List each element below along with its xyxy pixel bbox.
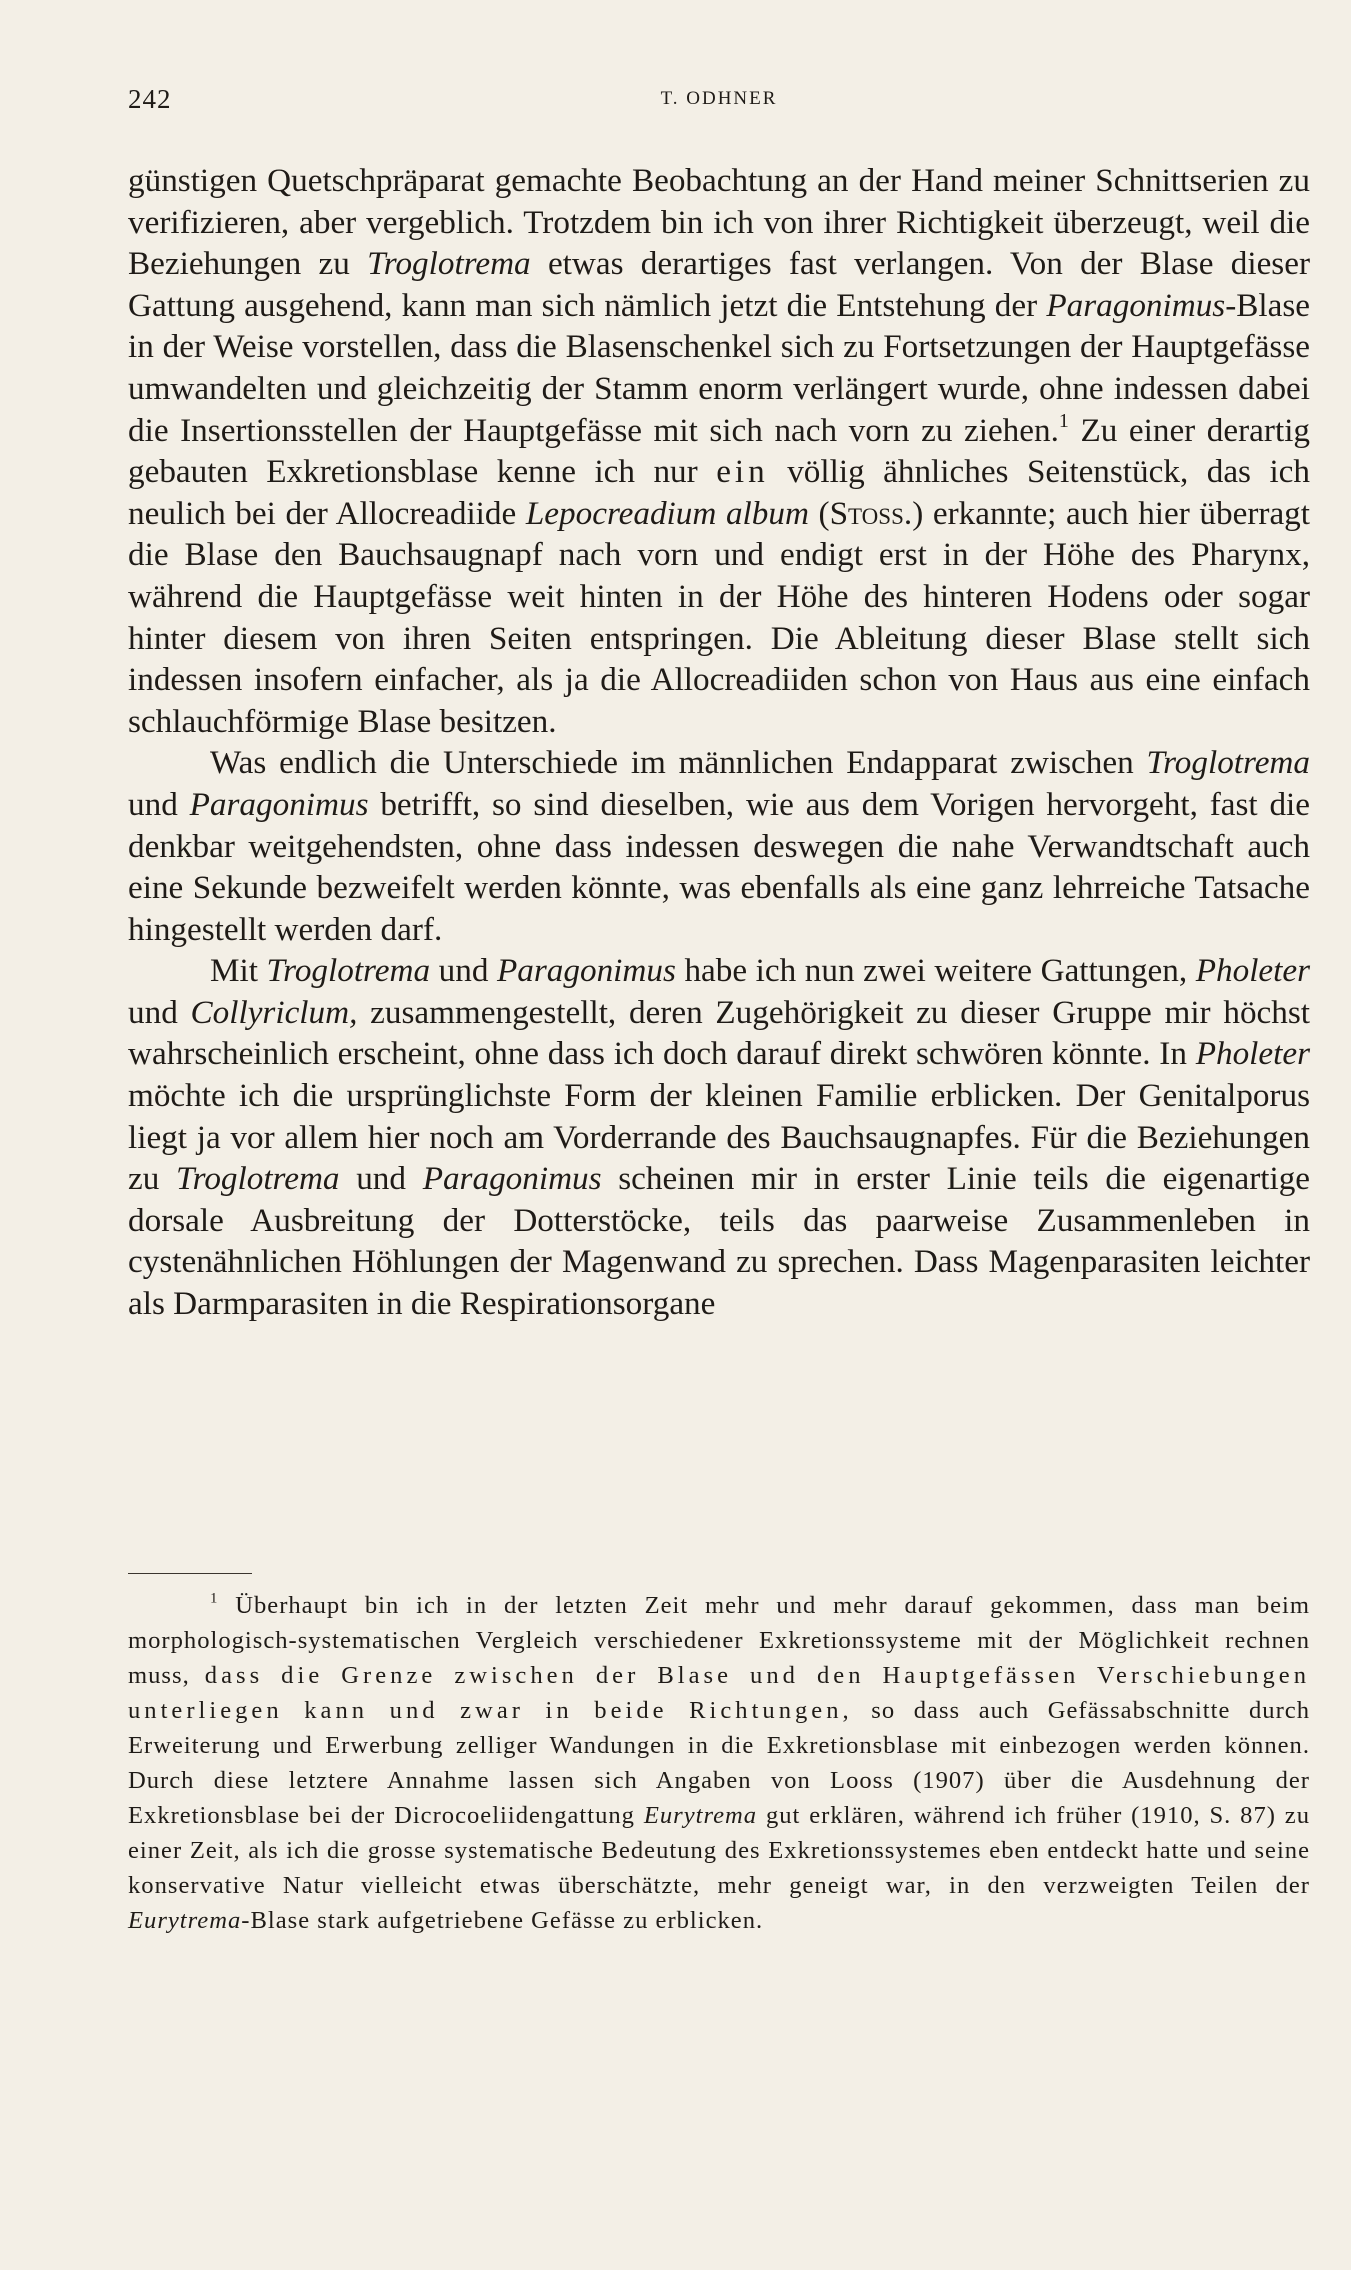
text-run: Was endlich die Unterschiede im männlichen Endapparat zwischen xyxy=(210,744,1147,782)
taxon-name: Pholeter xyxy=(1195,1035,1310,1073)
footnote-marker: 1 xyxy=(210,1590,219,1607)
text-run: und xyxy=(339,1160,423,1198)
text-run: -Blase in der Weise vorstellen, dass die Blasenschenkel sich zu Fortsetzungen der Hauptgefässe umwandelten und gleichzeitig der Stamm enorm verlängert wurde, ohne indessen dabei die Insertionsstellen der Hauptgefässe mit sich nach vorn zu ziehen. xyxy=(128,286,1310,449)
text-run: gut erklären, während ich früher (1910, S. 87) zu einer Zeit, als ich die grosse systematische Bedeutung des Exkretionssystemes eben entdeckt hatte und seine konservative Natur vielleicht etwas überschätzte, mehr geneigt war, in den verzweigten Teilen der xyxy=(128,1802,1310,1899)
text-run: und xyxy=(128,993,191,1031)
page-header xyxy=(128,84,1310,124)
text-run: betrifft, so sind dieselben, wie aus dem Vorigen hervorgeht, fast die denkbar weitgehendsten, ohne dass indessen deswegen die nahe Verwandtschaft auch eine Sekunde bezweifelt werden könnte, was ebenfalls als eine ganz lehrreiche Tatsache hingestellt werden darf. xyxy=(128,785,1311,948)
text-run: Überhaupt bin ich in der letzten Zeit mehr und mehr darauf gekommen, dass man beim morphologisch-systematischen Vergleich verschiedener Exkretionssysteme mit der Möglichkeit rechnen muss, xyxy=(128,1592,1310,1689)
taxon-name: Collyriclum, xyxy=(190,993,358,1031)
emphasis: dass die Grenze zwischen der Blase und den Hauptgefässen Verschiebungen unterliegen kann und zwar in beide Richtungen, xyxy=(128,1662,1310,1724)
footnote-ref: 1 xyxy=(1058,409,1069,432)
text-run: zusammengestellt, deren Zugehörigkeit zu dieser Gruppe mir höchst wahrscheinlich erscheint, ohne dass ich doch darauf direkt schwören könnte. In xyxy=(128,993,1310,1073)
text-run: -Blase stark aufgetriebene Gefässe zu erblicken. xyxy=(241,1907,764,1934)
text-run: scheinen mir in erster Linie teils die eigenartige dorsale Ausbreitung der Dotterstöcke, teils das paarweise Zusammenleben in cystenähnlichen Höhlungen der Magenwand zu sprechen. Dass Magenparasiten leichter als Darmparasiten in die Respirationsorgane xyxy=(128,1160,1311,1323)
text-run: günstigen Quetschpräparat gemachte Beobachtung an der Hand meiner Schnittserien zu verifizieren, aber vergeblich. Trotzdem bin ich von ihrer Richtigkeit überzeugt, weil die Beziehungen zu xyxy=(128,162,1310,283)
text-run: ( xyxy=(808,494,830,532)
taxon-name: Troglotrema xyxy=(1146,744,1310,782)
text-run: Mit xyxy=(210,952,267,990)
text-run: völlig ähnliches Seitenstück, das ich neulich bei der Allocreadiide xyxy=(128,453,1310,532)
emphasis: ein xyxy=(716,453,769,491)
text-run: so dass auch Gefässabschnitte durch Erweiterung und Erwerbung zelliger Wandungen in die Exkretionsblase mit einbezogen werden können. Durch diese letztere Annahme lassen sich Angaben von Looss (1907) über die Ausdehnung der Exkretionsblase bei der Dicrocoeliidengattung xyxy=(128,1697,1310,1829)
taxon-name: Pholeter xyxy=(1195,952,1311,990)
text-run: Zu einer derartig gebauten Exkretionsblase kenne ich nur xyxy=(128,411,1311,491)
paragraph-2 xyxy=(128,742,1310,950)
text-run: etwas derartiges fast verlangen. Von der Blase dieser Gattung ausgehend, kann man sich nämlich jetzt die Entstehung der xyxy=(128,245,1310,324)
taxon-name: Troglotrema xyxy=(176,1160,340,1198)
running-title: T. ODHNER xyxy=(660,88,778,109)
text-run: und xyxy=(128,785,190,823)
taxon-name: Paragonimus xyxy=(1046,286,1226,324)
taxon-name: Eurytrema xyxy=(643,1802,758,1829)
text-run: möchte ich die ursprünglichste Form der kleinen Familie erblicken. Der Genitalporus liegt ja vor allem hier noch am Vorderrande des Bauchsaugnapfes. Für die Beziehungen zu xyxy=(128,1077,1310,1198)
footnote-1 xyxy=(128,1588,1310,1938)
taxon-name: Eurytrema xyxy=(128,1907,242,1934)
page-number: 242 xyxy=(128,84,172,114)
taxon-name: Paragonimus xyxy=(497,952,676,990)
footnote xyxy=(128,1588,1310,1938)
paragraph-1 xyxy=(128,160,1310,742)
main-text xyxy=(128,160,1310,1325)
text-run: und xyxy=(430,952,497,990)
text-run: habe ich nun zwei weitere Gattungen, xyxy=(675,952,1196,990)
author-name: Stoss xyxy=(829,494,904,532)
paragraph-3 xyxy=(128,950,1310,1324)
taxon-name: Troglotrema xyxy=(367,245,531,283)
footnote-divider xyxy=(128,1573,252,1574)
taxon-name: Lepocreadium album xyxy=(525,494,809,532)
taxon-name: Paragonimus xyxy=(422,1160,602,1198)
taxon-name: Paragonimus xyxy=(189,785,369,823)
text-run: .) erkannte; auch hier überragt die Blase den Bauchsaugnapf nach vorn und endigt erst in der Höhe des Pharynx, während die Hauptgefässe weit hinten in der Höhe des hinteren Hodens oder sogar hinter diesem von ihren Seiten entspringen. Die Ableitung dieser Blase stellt sich indessen insofern einfacher, als ja die Allocreadiiden schon von Haus aus eine einfach schlauchförmige Blase besitzen. xyxy=(128,494,1310,740)
taxon-name: Troglotrema xyxy=(266,952,431,990)
